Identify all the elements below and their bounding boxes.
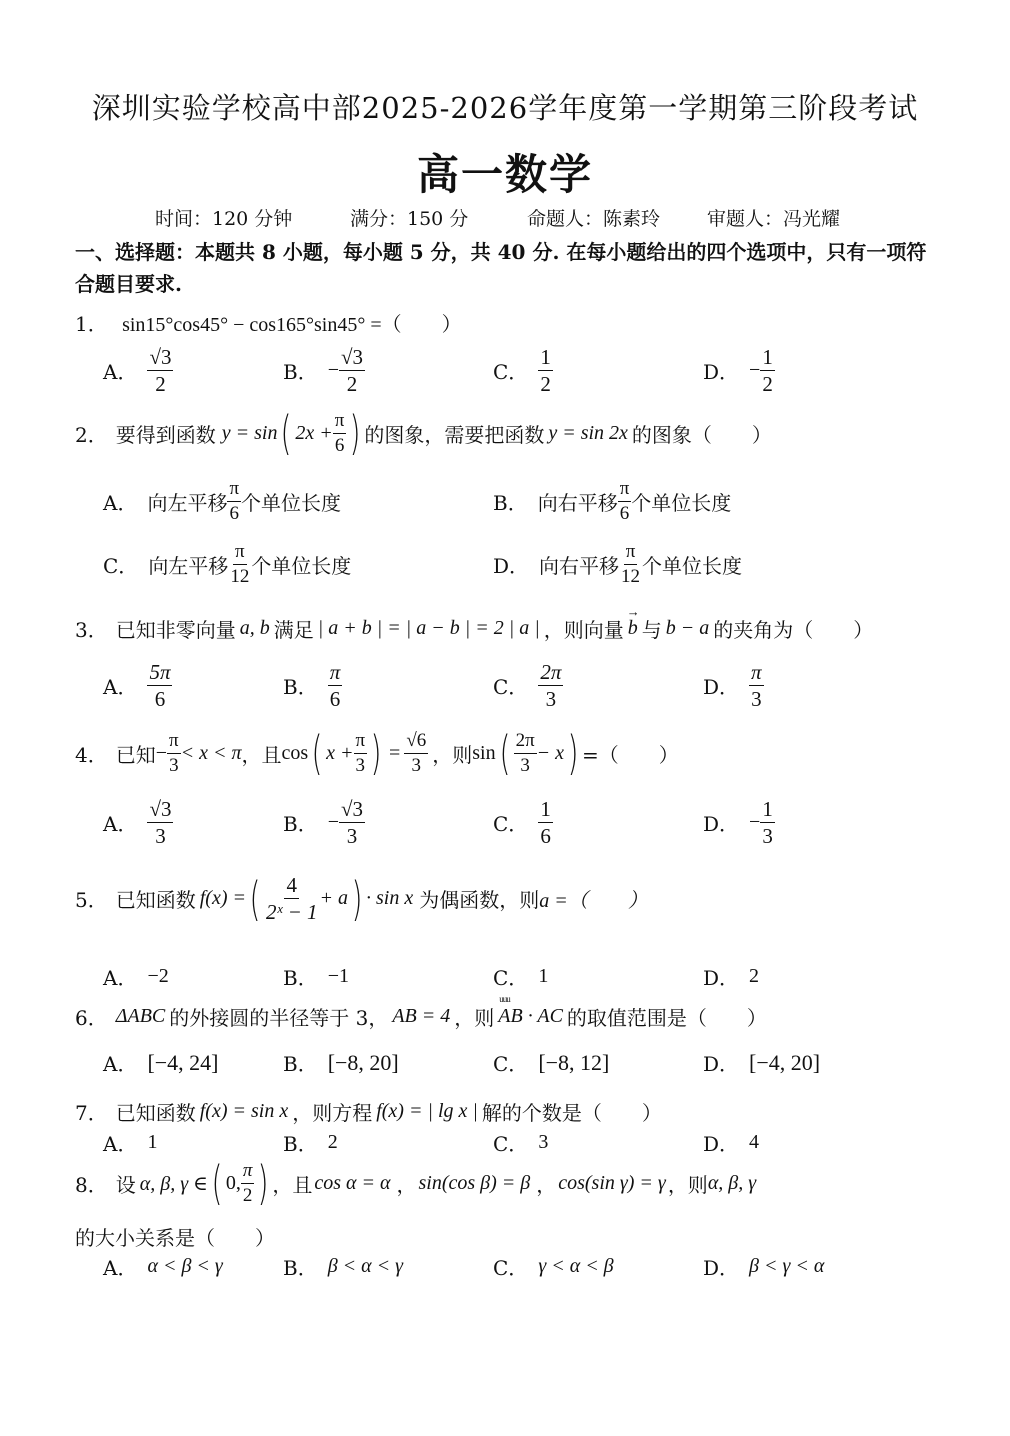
q7-option-b[interactable]: B． 2 [283,1131,338,1156]
q5-option-d[interactable]: D． 2 [703,965,760,990]
section-title-line2: 合题目要求. [75,272,182,296]
question-8-line2: 的大小关系是（ ） [75,1226,275,1250]
q2-option-a[interactable]: A． 向左平移 $\frac{\pi}{6}$ 个单位长度 [103,478,342,524]
exam-title: 深圳实验学校高中部2025-2026学年度第一学期第三阶段考试 [91,91,919,125]
q6-option-a[interactable]: A． [−4, 24] [103,1049,219,1076]
q3-option-a[interactable]: A． $\frac{5\pi}{6}$ [103,660,171,712]
q5-option-c[interactable]: C． 1 [493,965,549,990]
question-5: 5． 已知函数 f(x) = ( $\frac{4}{\text{2ˣ − 1}}$ + a ) · sin x 为偶函数，则 a =（ ） [75,871,648,926]
q2-option-d[interactable]: D． 向右平移 $\frac{\pi}{12}$ 个单位长度 [493,541,743,587]
q2-option-c[interactable]: C． 向左平移 $\frac{\pi}{12}$ 个单位长度 [103,541,352,587]
q1-option-c[interactable]: C． $\frac{1}{2}$ [493,345,551,397]
question-1 [75,308,462,337]
q6-option-b[interactable]: B． [−8, 20] [283,1049,399,1076]
question-2: 2． 要得到函数 y = sin ( 2x + $\frac{\pi}{6}$ ) 的图象，需要把函数 y = sin 2x 的图象（ ） [75,406,772,461]
q3-option-d[interactable]: D． $\frac{\pi}{3}$ [703,660,762,712]
q7-option-a[interactable]: A． 1 [103,1131,158,1156]
question-3: 3． 已知非零向量 a, b 满足 | a + b | = | a − b | = 2 | a | ，则向量 → b 与 b − a 的夹角为（ ） [75,614,873,643]
question-6: 6． ΔABC 的外接圆的半径等于 3， AB = 4 ，则 uuu AB · AC 的取值范围是（ ） [75,1002,767,1031]
q5-option-a[interactable]: A． −2 [103,965,169,990]
q3-option-b[interactable]: B． $\frac{\pi}{6}$ [283,660,341,712]
q8-option-c[interactable]: C． γ < α < β [493,1255,614,1280]
exam-time: 时间：120 分钟 [155,208,293,230]
question-7: 7． 已知函数 f(x) = sin x ，则方程 f(x) = | lg x | 解的个数是（ ） [75,1100,662,1125]
q3-option-c[interactable]: C． $\frac{2\pi}{3}$ [493,660,562,712]
q8-option-a[interactable]: A． α < β < γ [103,1255,223,1280]
subject-title: 高一数学 [416,150,593,199]
question-8: 8． 设 α, β, γ ∈ ( 0, $\frac{\pi}{2}$ ) ，且 cos α = α ， sin(cos β) = β ， cos(sin γ) = γ ，则 α, β, γ [75,1156,757,1211]
q7-option-d[interactable]: D． 4 [703,1131,760,1156]
reviewer: 审题人：冯光耀 [707,208,841,230]
q1-option-a[interactable]: A． $\frac{√3}{2}$ [103,345,172,397]
q6-option-d[interactable]: D． [−4, 20] [703,1049,821,1076]
question-stem: sin15°cos45° − cos165°sin45° =（ ） [122,314,462,336]
section-header [75,236,945,300]
full-score: 满分：150 分 [350,208,469,230]
q2-option-b[interactable]: B． 向右平移 $\frac{\pi}{6}$ 个单位长度 [493,478,732,524]
q5-option-b[interactable]: B． −1 [283,965,349,990]
setter: 命题人：陈素玲 [527,208,661,230]
q4-option-d[interactable]: D． − $\frac{1}{3}$ [703,797,773,849]
q1-option-d[interactable]: D． − $\frac{1}{2}$ [703,345,773,397]
q4-option-c[interactable]: C． $\frac{1}{6}$ [493,797,551,849]
q4-option-a[interactable]: A． $\frac{√3}{3}$ [103,797,172,849]
q8-option-d[interactable]: D． β < γ < α [703,1255,825,1280]
q7-option-c[interactable]: C． 3 [493,1131,549,1156]
q8-option-b[interactable]: B． β < α < γ [283,1255,404,1280]
q4-option-b[interactable]: B． − $\frac{√3}{3}$ [283,797,364,849]
section-title-line1: 一、选择题：本题共 8 小题，每小题 5 分，共 40 分. 在每小题给出的四个选项中，只有一项符 [75,240,927,264]
q6-option-c[interactable]: C． [−8, 12] [493,1049,610,1076]
q1-option-b[interactable]: B． − $\frac{√3}{2}$ [283,345,364,397]
question-4: 4． 已知 − $\frac{\pi}{3}$ < x < π ，且 cos ( x + $\frac{\pi}{3}$ ) = $\frac{√6}{3}$ ，则 sin ( $\frac{2\pi}{3}$ − x ) =（ ） [75,726,679,781]
question-number: 1． [75,312,108,336]
